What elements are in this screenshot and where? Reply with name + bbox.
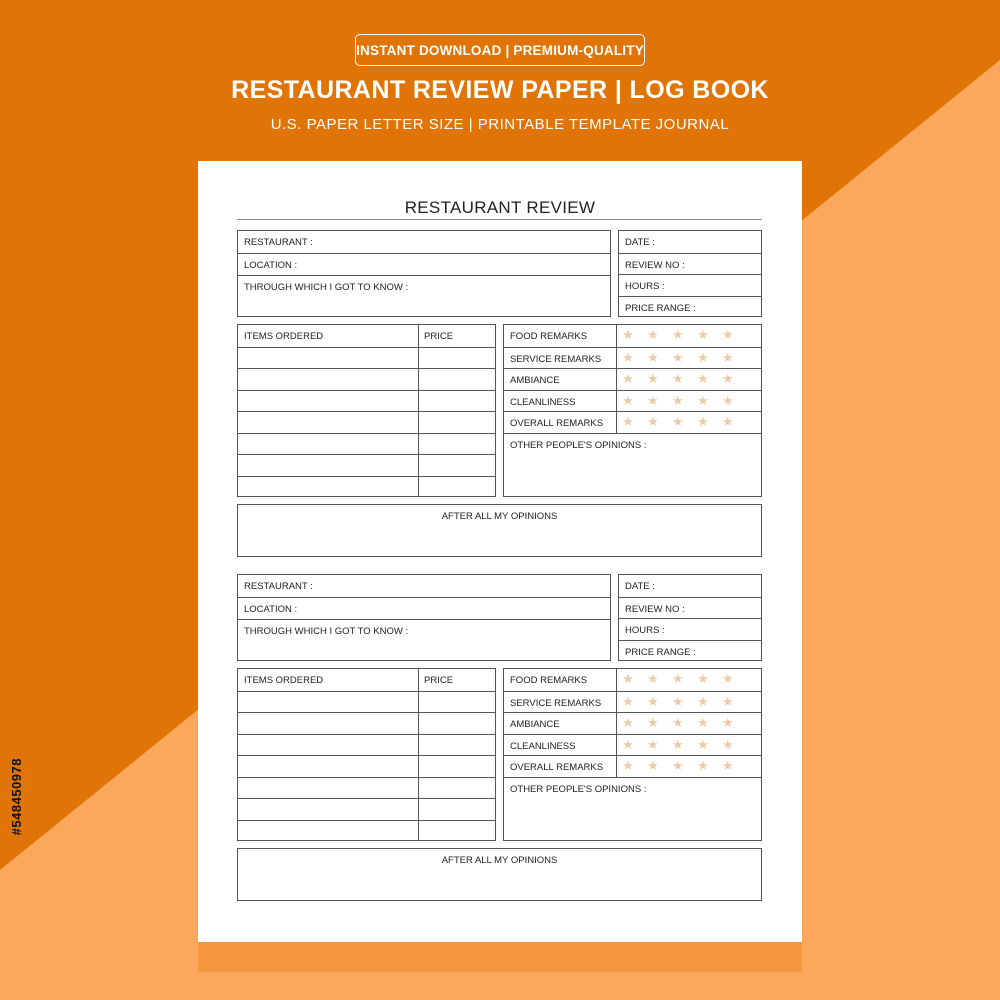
star-icon[interactable]: ★ <box>697 693 709 709</box>
info-label: PRICE RANGE : <box>625 302 696 314</box>
items-ordered-header: ITEMS ORDERED <box>244 331 324 342</box>
rating-divider <box>616 735 617 756</box>
star-icon[interactable]: ★ <box>647 392 659 408</box>
info-row[interactable] <box>619 231 761 253</box>
info-row[interactable] <box>238 275 610 318</box>
star-icon[interactable]: ★ <box>672 758 684 773</box>
review-info-right <box>618 574 762 661</box>
other-opinions-area[interactable] <box>504 433 761 498</box>
rating-label: FOOD REMARKS <box>510 675 588 686</box>
rating-divider <box>616 713 617 734</box>
rating-row[interactable] <box>504 712 761 734</box>
star-icon[interactable]: ★ <box>697 371 709 386</box>
star-icon[interactable]: ★ <box>722 671 734 686</box>
table-row[interactable] <box>238 712 495 734</box>
star-icon[interactable]: ★ <box>697 349 709 365</box>
rating-label: SERVICE REMARKS <box>510 353 602 365</box>
star-icon[interactable]: ★ <box>697 327 709 342</box>
items-header-row <box>238 325 495 347</box>
star-icon[interactable]: ★ <box>672 414 684 429</box>
info-row[interactable] <box>238 597 610 619</box>
info-row[interactable] <box>619 597 761 619</box>
star-icon[interactable]: ★ <box>647 715 659 730</box>
info-row[interactable] <box>238 253 610 275</box>
rating-row[interactable] <box>504 390 761 412</box>
star-icon[interactable]: ★ <box>672 715 684 730</box>
info-row[interactable] <box>619 618 761 640</box>
rating-label: CLEANLINESS <box>510 740 576 752</box>
info-label: LOCATION : <box>244 260 298 271</box>
table-row[interactable] <box>238 454 495 476</box>
rating-label: FOOD REMARKS <box>510 331 588 342</box>
info-label: HOURS : <box>625 625 665 636</box>
star-icon[interactable]: ★ <box>647 371 659 386</box>
after-opinions-box[interactable] <box>237 504 762 557</box>
stock-id: #548450978 <box>9 758 24 836</box>
star-icon[interactable]: ★ <box>647 671 659 686</box>
rating-divider <box>616 756 617 777</box>
rating-row[interactable] <box>504 347 761 369</box>
other-opinions-label: OTHER PEOPLE'S OPINIONS : <box>510 439 647 451</box>
table-row[interactable] <box>238 798 495 820</box>
rating-row[interactable] <box>504 755 761 777</box>
table-row[interactable] <box>238 347 495 369</box>
star-icon[interactable]: ★ <box>672 392 684 408</box>
review-info-right <box>618 230 762 317</box>
paper-shadow <box>198 942 802 972</box>
rating-row[interactable] <box>504 368 761 390</box>
star-icon[interactable]: ★ <box>672 693 684 709</box>
ratings-table <box>503 324 762 497</box>
table-row[interactable] <box>238 734 495 756</box>
star-icon[interactable]: ★ <box>722 736 734 752</box>
info-label: REVIEW NO : <box>625 603 685 615</box>
rating-row[interactable] <box>504 325 761 347</box>
table-row[interactable] <box>238 411 495 433</box>
price-header: PRICE <box>424 331 454 342</box>
rating-row[interactable] <box>504 669 761 691</box>
info-row[interactable] <box>619 274 761 296</box>
table-row[interactable] <box>238 368 495 390</box>
info-label: THROUGH WHICH I GOT TO KNOW : <box>244 626 409 637</box>
items-ordered-table <box>237 668 496 841</box>
rating-divider <box>616 692 617 713</box>
after-opinions-label: AFTER ALL MY OPINIONS <box>441 511 558 522</box>
star-icon[interactable]: ★ <box>722 349 734 365</box>
info-row[interactable] <box>238 575 610 597</box>
banner-subtitle: U.S. PAPER LETTER SIZE | PRINTABLE TEMPLATE JOURNAL <box>270 116 730 133</box>
rating-row[interactable] <box>504 411 761 433</box>
info-label: HOURS : <box>625 281 665 292</box>
info-row[interactable] <box>238 231 610 253</box>
star-icon[interactable]: ★ <box>697 736 709 752</box>
table-row[interactable] <box>238 777 495 799</box>
rating-divider <box>616 369 617 390</box>
other-opinions-label: OTHER PEOPLE'S OPINIONS : <box>510 783 647 795</box>
star-icon[interactable]: ★ <box>647 327 659 342</box>
star-icon[interactable]: ★ <box>672 349 684 365</box>
star-icon[interactable]: ★ <box>672 371 684 386</box>
star-icon[interactable]: ★ <box>647 758 659 773</box>
info-row[interactable] <box>619 296 761 318</box>
info-row[interactable] <box>619 575 761 597</box>
star-icon[interactable]: ★ <box>672 671 684 686</box>
info-label: RESTAURANT : <box>244 581 313 592</box>
star-icon[interactable]: ★ <box>622 671 634 686</box>
review-info-left <box>237 230 611 317</box>
ratings-table <box>503 668 762 841</box>
star-icon[interactable]: ★ <box>622 371 634 386</box>
star-icon[interactable]: ★ <box>722 758 734 773</box>
items-ordered-table <box>237 324 496 497</box>
star-icon[interactable]: ★ <box>622 693 634 709</box>
rating-label: AMBIANCE <box>510 719 560 730</box>
table-row[interactable] <box>238 755 495 777</box>
table-row[interactable] <box>238 390 495 412</box>
star-icon[interactable]: ★ <box>622 392 634 408</box>
star-icon[interactable]: ★ <box>622 715 634 730</box>
star-icon[interactable]: ★ <box>697 671 709 686</box>
review-info-left <box>237 574 611 661</box>
star-icon[interactable]: ★ <box>622 758 634 773</box>
info-row[interactable] <box>619 253 761 275</box>
table-row[interactable] <box>238 820 495 842</box>
rating-divider <box>616 669 617 691</box>
price-header: PRICE <box>424 675 454 686</box>
rating-divider <box>616 412 617 433</box>
star-icon[interactable]: ★ <box>672 736 684 752</box>
table-row[interactable] <box>238 691 495 713</box>
star-icon[interactable]: ★ <box>647 736 659 752</box>
other-opinions-area[interactable] <box>504 777 761 842</box>
info-label: DATE : <box>625 581 655 592</box>
rating-row[interactable] <box>504 691 761 713</box>
items-ordered-header: ITEMS ORDERED <box>244 675 324 686</box>
rating-divider <box>616 348 617 369</box>
star-icon[interactable]: ★ <box>697 392 709 408</box>
star-icon[interactable]: ★ <box>672 327 684 342</box>
after-opinions-box[interactable] <box>237 848 762 901</box>
info-label: REVIEW NO : <box>625 259 685 271</box>
info-label: PRICE RANGE : <box>625 646 696 658</box>
after-opinions-label: AFTER ALL MY OPINIONS <box>441 855 558 866</box>
info-label: DATE : <box>625 237 655 248</box>
star-icon[interactable]: ★ <box>622 327 634 342</box>
star-icon[interactable]: ★ <box>622 736 634 752</box>
rating-label: OVERALL REMARKS <box>510 418 604 429</box>
star-icon[interactable]: ★ <box>722 414 734 429</box>
rating-row[interactable] <box>504 734 761 756</box>
star-icon[interactable]: ★ <box>697 414 709 429</box>
rating-label: AMBIANCE <box>510 375 560 386</box>
info-row[interactable] <box>238 619 610 662</box>
rating-label: CLEANLINESS <box>510 396 576 408</box>
star-icon[interactable]: ★ <box>722 392 734 408</box>
star-icon[interactable]: ★ <box>697 758 709 773</box>
table-row[interactable] <box>238 433 495 455</box>
title-divider <box>237 219 762 220</box>
star-icon[interactable]: ★ <box>622 414 634 429</box>
table-row[interactable] <box>238 476 495 498</box>
rating-label: SERVICE REMARKS <box>510 697 602 709</box>
rating-divider <box>616 391 617 412</box>
instant-download-badge: INSTANT DOWNLOAD | PREMIUM-QUALITY <box>355 34 645 66</box>
page-title: RESTAURANT REVIEW <box>404 198 596 217</box>
rating-divider <box>616 325 617 347</box>
info-label: RESTAURANT : <box>244 237 313 248</box>
star-icon[interactable]: ★ <box>722 715 734 730</box>
star-icon[interactable]: ★ <box>647 693 659 709</box>
star-icon[interactable]: ★ <box>647 414 659 429</box>
info-row[interactable] <box>619 640 761 662</box>
banner-title: RESTAURANT REVIEW PAPER | LOG BOOK <box>231 76 769 104</box>
star-icon[interactable]: ★ <box>722 371 734 386</box>
star-icon[interactable]: ★ <box>622 349 634 365</box>
star-icon[interactable]: ★ <box>722 327 734 342</box>
star-icon[interactable]: ★ <box>697 715 709 730</box>
star-icon[interactable]: ★ <box>722 693 734 709</box>
rating-label: OVERALL REMARKS <box>510 762 604 773</box>
info-label: THROUGH WHICH I GOT TO KNOW : <box>244 282 409 293</box>
star-icon[interactable]: ★ <box>647 349 659 365</box>
items-header-row <box>238 669 495 691</box>
info-label: LOCATION : <box>244 604 298 615</box>
